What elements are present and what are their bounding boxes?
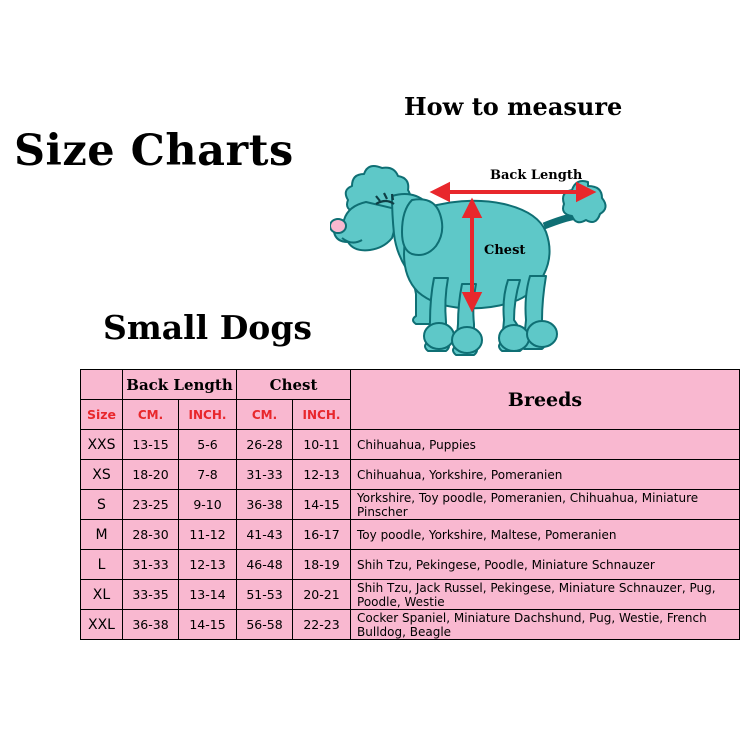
header-size: Size [81,400,123,430]
header-chest: Chest [237,370,351,400]
header-ch-inch: INCH. [293,400,351,430]
header-bl-inch: INCH. [179,400,237,430]
cell-bl-cm: 28-30 [123,520,179,550]
section-title-small-dogs: Small Dogs [103,308,312,347]
header-ch-cm: CM. [237,400,293,430]
cell-bl-cm: 36-38 [123,610,179,640]
table-row [81,430,740,460]
cell-ch-cm: 36-38 [237,490,293,520]
table-row [81,490,740,520]
table-row [81,550,740,580]
table-row [81,520,740,550]
cell-bl-inch: 9-10 [179,490,237,520]
cell-breeds: Shih Tzu, Jack Russel, Pekingese, Miniature Schnauzer, Pug, Poodle, Westie [351,580,740,610]
header-breeds: Breeds [351,370,740,430]
cell-bl-inch: 12-13 [179,550,237,580]
page-title: Size Charts [14,126,294,176]
cell-size: XL [81,580,123,610]
cell-ch-inch: 16-17 [293,520,351,550]
chest-label: Chest [484,243,526,258]
cell-breeds: Toy poodle, Yorkshire, Maltese, Pomeranien [351,520,740,550]
back-length-label: Back Length [490,168,583,183]
cell-bl-inch: 14-15 [179,610,237,640]
header-bl-cm: CM. [123,400,179,430]
cell-size: XS [81,460,123,490]
cell-ch-inch: 22-23 [293,610,351,640]
table-row [81,580,740,610]
size-chart-table [80,369,740,640]
cell-size: M [81,520,123,550]
cell-bl-inch: 5-6 [179,430,237,460]
cell-bl-cm: 33-35 [123,580,179,610]
cell-bl-cm: 31-33 [123,550,179,580]
cell-ch-cm: 26-28 [237,430,293,460]
cell-bl-cm: 23-25 [123,490,179,520]
table-row [81,460,740,490]
cell-ch-inch: 18-19 [293,550,351,580]
cell-ch-cm: 51-53 [237,580,293,610]
how-to-measure-title: How to measure [404,92,623,121]
cell-breeds: Chihuahua, Puppies [351,430,740,460]
cell-ch-inch: 12-13 [293,460,351,490]
cell-size: S [81,490,123,520]
cell-bl-inch: 7-8 [179,460,237,490]
cell-ch-inch: 20-21 [293,580,351,610]
cell-ch-cm: 56-58 [237,610,293,640]
cell-bl-cm: 18-20 [123,460,179,490]
cell-ch-cm: 46-48 [237,550,293,580]
cell-size: XXS [81,430,123,460]
cell-size: L [81,550,123,580]
corner-cell [81,370,123,400]
cell-ch-inch: 10-11 [293,430,351,460]
cell-ch-cm: 31-33 [237,460,293,490]
cell-breeds: Cocker Spaniel, Miniature Dachshund, Pug, Westie, French Bulldog, Beagle [351,610,740,640]
cell-size: XXL [81,610,123,640]
cell-breeds: Shih Tzu, Pekingese, Poodle, Miniature Schnauzer [351,550,740,580]
cell-bl-cm: 13-15 [123,430,179,460]
table-group-header-row [81,370,740,400]
table-row [81,610,740,640]
cell-breeds: Yorkshire, Toy poodle, Pomeranien, Chihuahua, Miniature Pinscher [351,490,740,520]
cell-ch-inch: 14-15 [293,490,351,520]
cell-bl-inch: 13-14 [179,580,237,610]
dog-nose [330,219,346,233]
cell-ch-cm: 41-43 [237,520,293,550]
cell-bl-inch: 11-12 [179,520,237,550]
cell-breeds: Chihuahua, Yorkshire, Pomeranien [351,460,740,490]
header-back-length: Back Length [123,370,237,400]
